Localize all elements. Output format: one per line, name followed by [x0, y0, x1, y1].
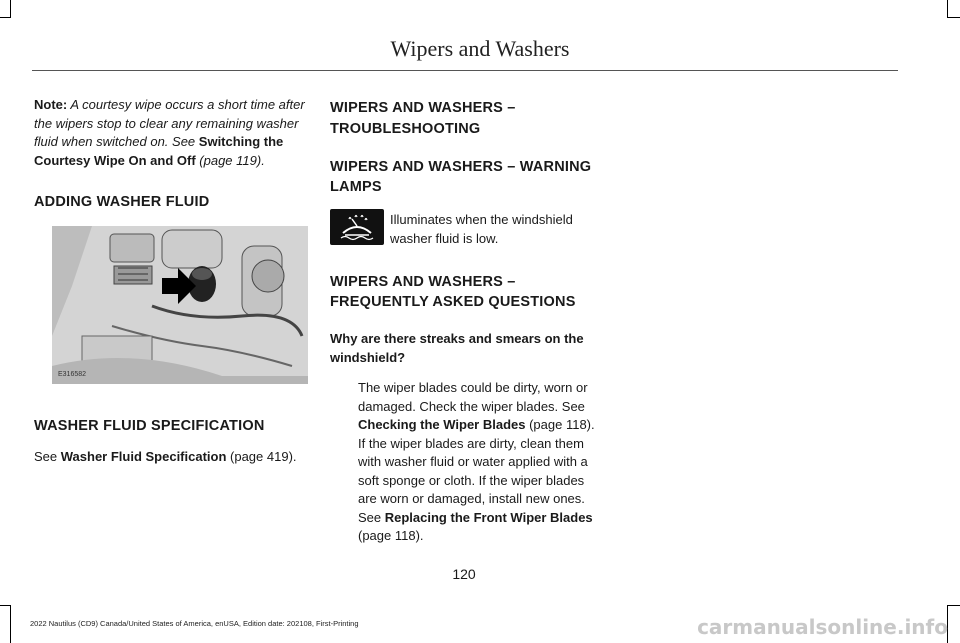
crop-mark	[947, 0, 948, 18]
faq-question: Why are there streaks and smears on the windshield?	[330, 331, 584, 365]
troubleshooting-heading-line2: TROUBLESHOOTING	[330, 121, 481, 137]
header-divider	[32, 70, 898, 71]
washer-fluid-low-icon	[330, 209, 384, 245]
answer-text-2: (page 118). If the wiper blades are dirty, clean them with washer fluid or water applied with a soft sponge or cloth. If the wiper blades are worn or damaged, install new ones. See	[358, 417, 595, 525]
warning-lamp-row	[330, 209, 602, 248]
crop-mark	[10, 0, 11, 18]
engine-bay-illustration	[52, 226, 308, 384]
middle-column	[330, 98, 602, 546]
warning-lamps-heading: WIPERS AND WASHERS – WARNING LAMPS	[330, 159, 592, 195]
spec-page-ref: (page 419).	[226, 449, 297, 464]
crop-mark	[0, 605, 11, 606]
watermark: carmanualsonline.info	[697, 615, 948, 639]
washer-fluid-spec-link[interactable]: Washer Fluid Specification	[60, 449, 227, 464]
edition-footer: 2022 Nautilus (CD9) Canada/United States of America, enUSA, Edition date: 202108, First-Printing	[30, 619, 359, 628]
troubleshooting-heading-line1: WIPERS AND WASHERS –	[330, 100, 516, 116]
washer-fluid-spec-text	[34, 448, 306, 467]
crop-mark	[0, 17, 11, 18]
left-column	[34, 96, 306, 467]
note-label: Note:	[34, 97, 68, 112]
warning-lamp-description: Illuminates when the windshield washer fluid is low.	[390, 212, 573, 246]
note-page-ref: (page 119).	[195, 152, 265, 168]
faq-heading: WIPERS AND WASHERS – FREQUENTLY ASKED QUESTIONS	[330, 274, 576, 310]
crop-mark	[947, 605, 960, 606]
courtesy-wipe-note	[34, 96, 306, 170]
courtesy-wipe-link[interactable]: Switching the Courtesy Wipe On and Off	[34, 134, 284, 168]
spec-see: See	[34, 449, 61, 464]
engine-bay-drawing	[52, 226, 308, 384]
checking-wiper-blades-link[interactable]: Checking the Wiper Blades	[358, 417, 526, 432]
page-number: 120	[452, 566, 476, 582]
image-code: E316582	[58, 371, 87, 378]
answer-text-3: (page 118).	[358, 528, 424, 543]
washer-fluid-symbol	[337, 213, 377, 241]
adding-washer-fluid-heading: ADDING WASHER FLUID	[34, 194, 210, 210]
washer-fluid-spec-heading: WASHER FLUID SPECIFICATION	[34, 418, 265, 434]
crop-mark	[947, 17, 960, 18]
replacing-wiper-blades-link[interactable]: Replacing the Front Wiper Blades	[384, 509, 593, 525]
answer-text-1: The wiper blades could be dirty, worn or damaged. Check the wiper blades. See	[358, 380, 588, 414]
page-title: Wipers and Washers	[390, 36, 570, 61]
faq-answer	[330, 379, 602, 546]
note-text: A courtesy wipe occurs a short time after the wipers stop to clear any remaining washer fluid when switched on. See	[34, 97, 305, 149]
crop-mark	[10, 605, 11, 643]
